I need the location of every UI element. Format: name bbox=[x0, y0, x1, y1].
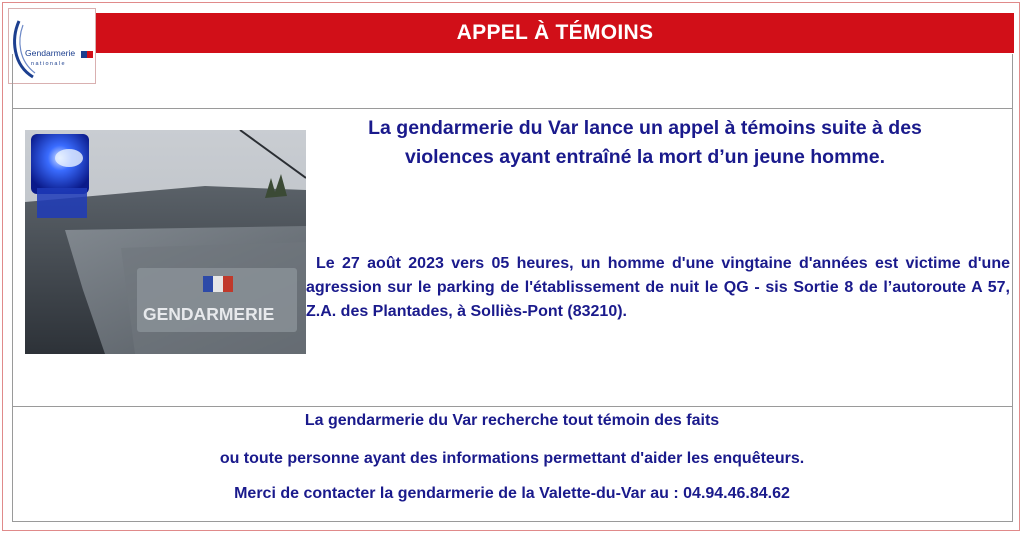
divider bbox=[12, 108, 1013, 109]
vehicle-label: GENDARMERIE bbox=[143, 304, 275, 324]
divider bbox=[12, 406, 1013, 407]
title-banner bbox=[96, 13, 1014, 53]
lead-paragraph: La gendarmerie du Var lance un appel à témoins suite à des violences ayant entraîné la mort d’un jeune homme. bbox=[368, 117, 922, 168]
incident-description bbox=[306, 252, 1010, 324]
page-title: APPEL À TÉMOINS bbox=[456, 21, 654, 44]
gendarmerie-logo-icon bbox=[9, 9, 95, 83]
logo-brand: Gendarmerie bbox=[25, 48, 76, 58]
logo-sub: nationale bbox=[31, 61, 66, 67]
gendarmerie-vehicle-photo bbox=[25, 130, 306, 354]
cta-line-2: ou toute personne ayant des informations permettant d'aider les enquêteurs. bbox=[219, 450, 805, 467]
cta-line-1: La gendarmerie du Var recherche tout témoin des faits bbox=[304, 412, 720, 429]
incident-text: Le 27 août 2023 vers 05 heures, un homme d'une vingtaine d'années est victime d'une agression sur le parking de l'établissement de nuit le QG - sis Sortie 8 de l’autoroute A 57, Z.A. des Plantades, à Solliès-Pont (83210). bbox=[306, 255, 1010, 320]
divider bbox=[12, 521, 1013, 522]
gendarmerie-logo bbox=[8, 8, 96, 84]
contact-line: Merci de contacter la gendarmerie de la Valette-du-Var au : 04.94.46.84.62 bbox=[234, 485, 790, 502]
